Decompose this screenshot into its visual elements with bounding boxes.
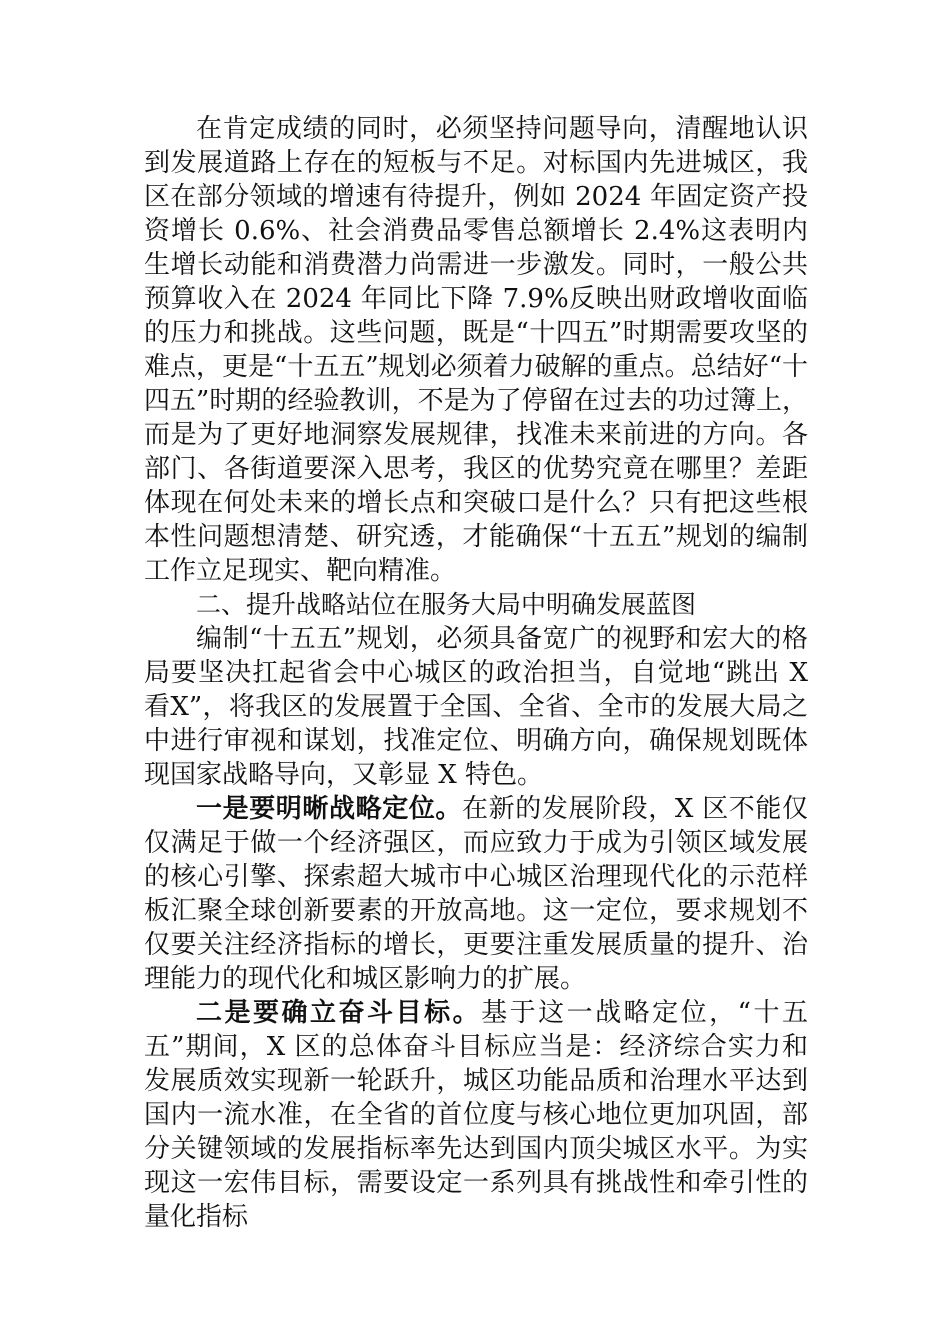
document-body [144,112,808,1234]
section-heading-2: 二、提升战略站位在服务大局中明确发展蓝图 [196,590,697,619]
lead-strategic-positioning: 一是要明晰战略定位。 [196,794,463,824]
paragraph-goals [144,996,808,1234]
paragraph-strategic-vision: 编制“十五五”规划，必须具备宽广的视野和宏大的格局要坚决扛起省会中心城区的政治担当，自觉地“跳出 X 看X”，将我区的发展置于全国、全省、全市的发展大局之中进行审视和谋划，找准定位、明确方向，确保规划既体现国家战略导向，又彰显 X 特色。 [144,624,808,790]
lead-goals: 二是要确立奋斗目标。 [196,998,482,1028]
paragraph-problem-orientation: 在肯定成绩的同时，必须坚持问题导向，清醒地认识到发展道路上存在的短板与不足。对标国内先进城区，我区在部分领域的增速有待提升，例如 2024 年固定资产投资增长 0.6%、社会消费品零售总额增长 2.4%这表明内生增长动能和消费潜力尚需进一步激发。同时，一般公共预算收入在 2024 年同比下降 7.9%反映出财政增收面临的压力和挑战。这些问题，既是“十四五”时期需要攻坚的难点，更是“十五五”规划必须着力破解的重点。总结好“十四五”时期的经验教训，不是为了停留在过去的功过簿上，而是为了更好地洞察发展规律，找准未来前进的方向。各部门、各街道要深入思考，我区的优势究竟在哪里？差距体现在何处未来的增长点和突破口是什么？只有把这些根本性问题想清楚、研究透，才能确保“十五五”规划的编制工作立足现实、靶向精准。 [144,114,808,586]
body-goals: 基于这一战略定位，“十五五”期间，X 区的总体奋斗目标应当是：经济综合实力和发展质效实现新一轮跃升，城区功能品质和治理水平达到国内一流水准，在全省的首位度与核心地位更加巩固，部分关键领域的发展指标率先达到国内顶尖城区水平。为实现这一宏伟目标，需要设定一系列具有挑战性和牵引性的量化指标 [144,998,808,1232]
paragraph-strategic-positioning [144,792,808,996]
body-strategic-positioning: 在新的发展阶段，X 区不能仅仅满足于做一个经济强区，而应致力于成为引领区域发展的核心引擎、探索超大城市中心城区治理现代化的示范样板汇聚全球创新要素的开放高地。这一定位，要求规划不仅要关注经济指标的增长，更要注重发展质量的提升、治理能力的现代化和城区影响力的扩展。 [144,794,808,994]
